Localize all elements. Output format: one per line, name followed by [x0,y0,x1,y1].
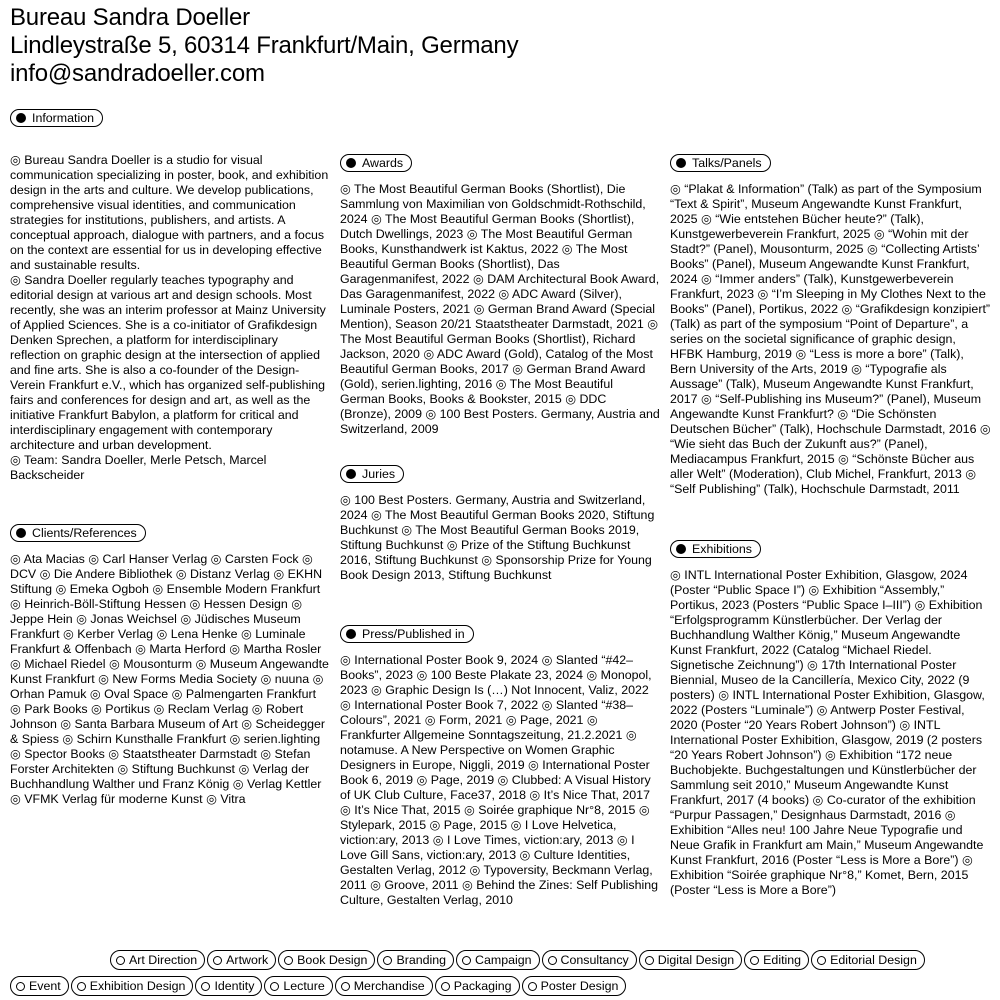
bullet-dot-icon [346,469,356,479]
talks-text: ◎ “Plakat & Information” (Talk) as part of the Symposium “Text & Spirit”, Museum Angewandte Kunst Frankfurt, 2025 ◎ “Wie entstehen Bücher heute?” (Talk), Kunstgewerbeverein Frankfurt, 2025 ◎ “Wohin mit der Stadt?” (Panel), Mousonturm, 2025 ◎ “Collecting Artists’ Books” (Panel), Museum Angewandte Kunst Frankfurt, 2024 ◎ “Immer anders” (Talk), Kunstgewerbeverein Frankfurt, 2023 ◎ “I’m Sleeping in My Clothes Next to the Books” (Panel), Portikus, 2022 ◎ “Grafikdesign konzipiert” (Talk) as part of the symposium “Point of Departure”, a series on the societal significance of graphic design, HFBK Hamburg, 2019 ◎ “Less is more a bore” (Talk), Bern University of the Arts, 2019 ◎ “Typografie als Aussage” (Talk), Museum Angewandte Kunst Frankfurt, 2017 ◎ “Self-Publishing ins Museum?” (Panel), Museum Angewandte Kunst Frankfurt? ◎ “Die Schönsten Deutschen Bücher” (Talk), Hochschule Darmstadt, 2016 ◎ “Wie sieht das Buch der Zukunft aus?” (Panel), Mediacampus Frankfurt, 2015 ◎ “Schönste Bücher aus aller Welt” (Moderation), Club Michel, Frankfurt, 2013 ◎ “Self Publishing” (Talk), Hochschule Darmstadt, 2011 [670,182,991,496]
tag-filter-button[interactable] [456,950,539,970]
bullet-dot-icon [346,629,356,639]
tag-label: Event [29,979,61,993]
tag-row-1 [110,950,990,970]
section-pill-awards[interactable] [340,154,412,172]
exhibitions-text: ◎ INTL International Poster Exhibition, Glasgow, 2024 (Poster “Public Space I”) ◎ Exhibition “Assembly,” Portikus, 2023 (Posters “Public Space I–III”) ◎ Exhibition “Erfolgsprogramm Künstlerbücher. Der Verlag der Buchhandlung Walther König,” Museum Angewandte Kunst Frankfurt, 2022 (Catalog “Michael Riedel. Signetische Zeichnung”) ◎ 17th International Poster Biennial, Museo de la Cancillería, Mexico City, 2022 (9 posters) ◎ INTL International Poster Exhibition, Glasgow, 2022 (Posters “Luminale”) ◎ Antwerp Poster Festival, 2020 (Poster “20 Years Robert Johnson”) ◎ INTL International Poster Exhibition, Glasgow, 2019 (2 posters “20 Years Robert Johnson”) ◎ Exhibition “172 neue Buchobjekte. Buchgestaltungen und Künstlerbücher der Sammlung seit 2010,” Museum Angewandte Kunst Frankfurt, 2017 (4 books) ◎ Co-curator of the exhibition “Purpur Passagen,” Designhaus Darmstadt, 2016 ◎ Exhibition “Alles neu! 100 Jahre Neue Typografie und Neue Grafik in Frankfurt am Main,” Museum Angewandte Kunst Frankfurt, 2016 (Poster “Less is More a Bore”) ◎ Exhibition “Soirée graphique Nr°8,” Komet, Bern, 2015 (Poster “Less is More a Bore”) [670,568,985,897]
bullet-dot-icon [676,544,686,554]
tag-filter-button[interactable] [110,950,205,970]
juries-text: ◎ 100 Best Posters. Germany, Austria and Switzerland, 2024 ◎ The Most Beautiful German Books 2020, Stiftung Buchkunst ◎ The Most Beautiful German Books 2019, Stiftung Buchkunst ◎ Prize of the Stiftung Buchkunst 2016, Stiftung Buchkunst ◎ Sponsorship Prize for Young Book Design 2013, Stiftung Buchkunst [340,493,655,582]
studio-address: Lindleystraße 5, 60314 Frankfurt/Main, Germany [10,32,519,59]
section-label: Clients/References [32,525,137,540]
tag-filter-button[interactable] [335,976,433,996]
tag-label: Editing [763,953,802,967]
tag-label: Artwork [226,953,269,967]
section-pill-exhibitions[interactable] [670,540,761,558]
information-text: ◎ Bureau Sandra Doeller is a studio for visual communication specializing in poster, book, and exhibition design in the arts and culture. We develop publications, comprehensive visual identities, and communication strategies for institutions, publishers, and artists. A conceptual approach, dialogue with partners, and a focus on the context are essential for us in developing effective and sustainable results. ◎ Sandra Doeller regularly teaches typography and editorial design at various art and design schools. Most recently, she was an interim professor at Mainz University of Applied Sciences. She is a co-initiator of Grafikdesign Denken Sprechen, a platform for interdisciplinary reflection on graphic design at the intersection of applied and fine arts. She is also a co-founder of the Design-Verein Frankfurt e.V., which has organized self-publishing fairs and conferences for design and art, as well as the initiative Frankfurt Babylon, a platform for critical and interdisciplinary engagement with contemporary architecture and urban development. ◎ Team: Sandra Doeller, Merle Petsch, Marcel Backscheider [10,153,329,482]
studio-name: Bureau Sandra Doeller [10,4,250,31]
tag-filter-button[interactable] [278,950,375,970]
awards-text: ◎ The Most Beautiful German Books (Shortlist), Die Sammlung von Maximilian von Goldschmidt-Rothschild, 2024 ◎ The Most Beautiful German Books (Shortlist), Dutch Dwellings, 2023 ◎ The Most Beautiful German Books, Kunsthandwerk ist Kaktus, 2022 ◎ The Most Beautiful German Books (Shortlist), Das Garagenmanifest, 2022 ◎ DAM Architectural Book Award, Das Garagenmanifest, 2022 ◎ ADC Award (Silver), Luminale Posters, 2021 ◎ German Brand Award (Special Mention), Season 20/21 Staatstheater Darmstadt, 2021 ◎ The Most Beautiful German Books (Shortlist), Richard Jackson, 2020 ◎ ADC Award (Gold), Catalog of the Most Beautiful German Books, 2017 ◎ German Brand Award (Gold), serien.lighting, 2016 ◎ The Most Beautiful German Books, Books & Bookster, 2015 ◎ DDC (Bronze), 2009 ◎ 100 Best Posters. Germany, Austria and Switzerland, 2009 [340,182,660,436]
clients-text: ◎ Ata Macias ◎ Carl Hanser Verlag ◎ Carsten Fock ◎ DCV ◎ Die Andere Bibliothek ◎ Distanz Verlag ◎ EKHN Stiftung ◎ Emeka Ogboh ◎ Ensemble Modern Frankfurt ◎ Heinrich-Böll-Stiftung Hessen ◎ Hessen Design ◎ Jeppe Hein ◎ Jonas Weichsel ◎ Jüdisches Museum Frankfurt ◎ Kerber Verlag ◎ Lena Henke ◎ Luminale Frankfurt & Offenbach ◎ Marta Herford ◎ Martha Rosler ◎ Michael Riedel ◎ Mousonturm ◎ Museum Angewandte Kunst Frankfurt ◎ New Forms Media Society ◎ nuuna ◎ Orhan Pamuk ◎ Oval Space ◎ Palmengarten Frankfurt ◎ Park Books ◎ Portikus ◎ Reclam Verlag ◎ Robert Johnson ◎ Santa Barbara Museum of Art ◎ Scheidegger & Spiess ◎ Schirn Kunsthalle Frankfurt ◎ serien.lighting ◎ Spector Books ◎ Staatstheater Darmstadt ◎ Stefan Forster Architekten ◎ Stiftung Buchkunst ◎ Verlag der Buchhandlung Walther und Franz König ◎ Verlag Kettler ◎ VFMK Verlag für moderne Kunst ◎ Vitra [10,552,329,806]
radio-circle-icon [116,956,125,965]
column-right-talks [670,154,992,497]
tag-label: Art Direction [129,953,198,967]
radio-circle-icon [77,982,86,991]
radio-circle-icon [16,982,25,991]
section-pill-clients[interactable] [10,524,146,542]
tag-label: Digital Design [657,953,735,967]
tag-filter-button[interactable] [811,950,925,970]
section-pill-information[interactable] [10,109,103,127]
radio-circle-icon [284,956,293,965]
column-middle-awards [340,154,660,437]
radio-circle-icon [383,956,392,965]
tag-filter-button[interactable] [542,950,637,970]
tag-filter-button[interactable] [10,976,69,996]
bullet-dot-icon [16,528,26,538]
radio-circle-icon [270,982,279,991]
radio-circle-icon [441,982,450,991]
radio-circle-icon [341,982,350,991]
bullet-dot-icon [346,158,356,168]
tag-label: Editorial Design [830,953,917,967]
section-label: Talks/Panels [692,155,762,170]
section-label: Press/Published in [362,626,465,641]
email-link[interactable]: info@sandradoeller.com [10,60,265,87]
tag-filter-button[interactable] [71,976,194,996]
section-label: Exhibitions [692,541,752,556]
tag-filter-button[interactable] [264,976,332,996]
tag-label: Merchandise [353,979,425,993]
tag-label: Lecture [283,979,325,993]
tag-filter-button[interactable] [207,950,276,970]
radio-circle-icon [462,956,471,965]
tag-label: Campaign [475,953,532,967]
section-label: Information [32,110,94,125]
radio-circle-icon [817,956,826,965]
radio-circle-icon [750,956,759,965]
tag-label: Identity [214,979,255,993]
tag-filter-button[interactable] [639,950,742,970]
tag-filter-button[interactable] [195,976,262,996]
radio-circle-icon [548,956,557,965]
section-pill-juries[interactable] [340,465,404,483]
tag-label: Exhibition Design [89,979,186,993]
press-text: ◎ International Poster Book 9, 2024 ◎ Slanted “#42–Books”, 2023 ◎ 100 Beste Plakate 23, 2024 ◎ Monopol, 2023 ◎ Graphic Design Is (…) Not Innocent, Valiz, 2022 ◎ International Poster Book 7, 2022 ◎ Slanted “#38–Colours”, 2021 ◎ Form, 2021 ◎ Page, 2021 ◎ Frankfurter Allgemeine Sonntagszeitung, 21.2.2021 ◎ notamuse. A New Perspective on Women Graphic Designers in Europe, Niggli, 2019 ◎ International Poster Book 6, 2019 ◎ Page, 2019 ◎ Clubbed: A Visual History of UK Club Culture, Face37, 2018 ◎ It’s Nice That, 2017 ◎ It’s Nice That, 2015 ◎ Soirée graphique Nr°8, 2015 ◎ Stylepark, 2015 ◎ Page, 2015 ◎ I Love Helvetica, viction:ary, 2013 ◎ I Love Times, viction:ary, 2013 ◎ I Love Gill Sans, viction:ary, 2013 ◎ Culture Identities, Gestalten Verlag, 2012 ◎ Typoversity, Beckmann Verlag, 2011 ◎ Groove, 2011 ◎ Behind the Zines: Self Publishing Culture, Gestalten Verlag, 2010 [340,653,659,907]
tag-filter-button[interactable] [744,950,809,970]
tag-label: Consultancy [560,953,629,967]
tag-label: Packaging [453,979,512,993]
bullet-dot-icon [16,113,26,123]
section-pill-talks[interactable] [670,154,771,172]
column-left-clients [10,524,330,807]
tag-label: Book Design [297,953,368,967]
section-label: Juries [362,466,396,481]
radio-circle-icon [528,982,537,991]
tag-label: Branding [396,953,447,967]
column-right-exhibitions [670,540,992,898]
radio-circle-icon [645,956,654,965]
section-pill-press[interactable] [340,625,474,643]
column-middle-juries [340,465,660,583]
tag-filter-button[interactable] [377,950,454,970]
studio-header [10,4,518,88]
tag-filter-button[interactable] [522,976,627,996]
radio-circle-icon [201,982,210,991]
section-label: Awards [362,155,404,170]
radio-circle-icon [213,956,222,965]
tag-row-2 [10,976,1000,996]
tag-label: Poster Design [540,979,619,993]
bullet-dot-icon [676,158,686,168]
tag-filter-button[interactable] [435,976,520,996]
column-left [10,109,330,483]
column-middle-press [340,625,660,908]
